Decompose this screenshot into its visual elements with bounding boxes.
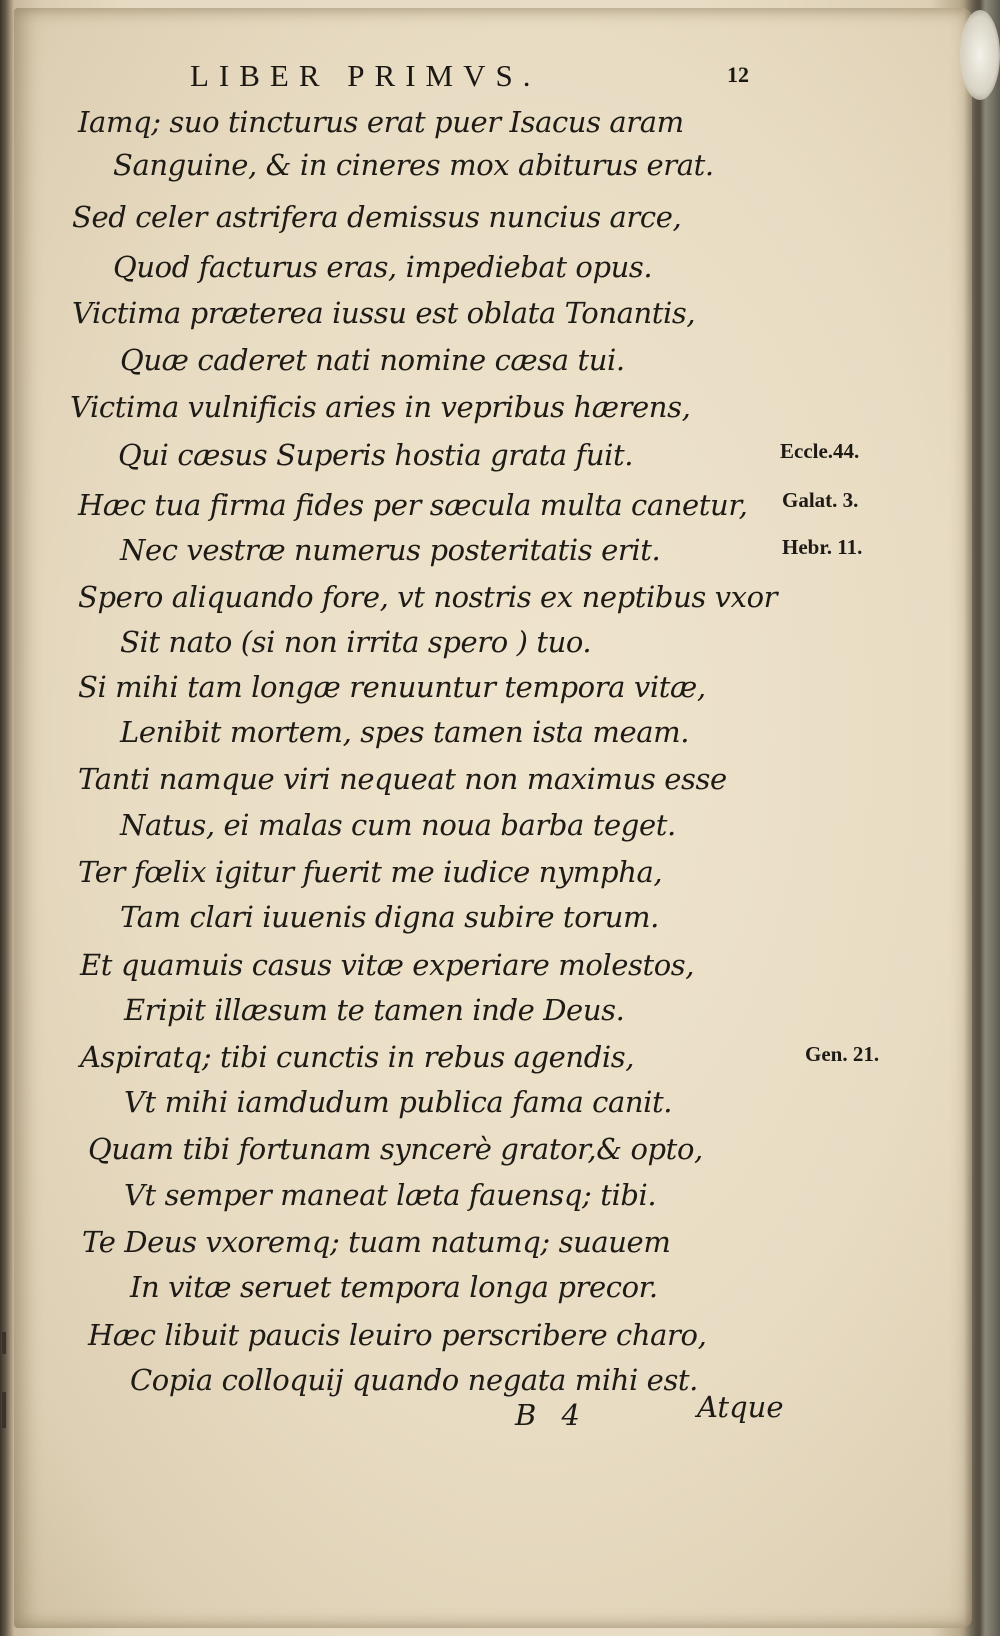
marginal-note-eccle: Eccle.44.: [780, 439, 860, 463]
page-edge-shadow: [964, 0, 1000, 1636]
verse-line-5: Victima præterea iussu est oblata Tonantis,: [72, 296, 696, 330]
verse-line-22: Vt mihi iamdudum publica fama canit.: [124, 1085, 673, 1119]
running-title: LIBER PRIMVS.: [190, 58, 541, 93]
paper-stain: [960, 10, 1000, 100]
verse-line-13: Si mihi tam longæ renuuntur tempora vitæ,: [78, 670, 706, 704]
verse-line-15: Tanti namque viri nequeat non maximus esse: [78, 762, 727, 796]
verse-line-12: Sit nato (si non irrita spero ) tuo.: [120, 625, 592, 659]
verse-line-4: Quod facturus eras, impediebat opus.: [113, 250, 653, 284]
verse-line-23: Quam tibi fortunam syncerè grator,& opto,: [88, 1132, 703, 1166]
verse-line-26: In vitæ seruet tempora longa precor.: [130, 1270, 658, 1304]
margin-ink-mark: [2, 1392, 6, 1428]
verse-line-9: Hæc tua firma fides per sæcula multa canetur,: [78, 488, 748, 522]
verse-line-28: Copia colloquij quando negata mihi est.: [130, 1363, 698, 1397]
verse-line-3: Sed celer astrifera demissus nuncius arce,: [72, 200, 682, 234]
verse-line-27: Hæc libuit paucis leuiro perscribere charo,: [88, 1318, 707, 1352]
verse-line-21: Aspiratq; tibi cunctis in rebus agendis,: [80, 1040, 635, 1074]
verse-line-18: Tam clari iuuenis digna subire torum.: [120, 900, 659, 934]
verse-line-10: Nec vestræ numerus posteritatis erit.: [120, 533, 661, 567]
verse-line-1: Iamq; suo tincturus erat puer Isacus aram: [78, 105, 684, 139]
verse-line-6: Quæ caderet nati nomine cæsa tui.: [120, 343, 625, 377]
verse-line-14: Lenibit mortem, spes tamen ista meam.: [120, 715, 690, 749]
marginal-note-hebr: Hebr. 11.: [782, 535, 863, 559]
verse-line-16: Natus, ei malas cum noua barba teget.: [120, 808, 676, 842]
folio-number: 12: [727, 62, 749, 87]
verse-line-11: Spero aliquando fore, vt nostris ex neptibus vxor: [78, 580, 778, 614]
margin-ink-mark: [2, 1332, 6, 1354]
verse-line-2: Sanguine, & in cineres mox abiturus erat.: [113, 148, 714, 182]
verse-line-19: Et quamuis casus vitæ experiare molestos,: [80, 948, 695, 982]
marginal-note-galat: Galat. 3.: [782, 488, 859, 512]
verse-line-25: Te Deus vxoremq; tuam natumq; suauem: [82, 1225, 671, 1259]
verse-line-17: Ter fœlix igitur fuerit me iudice nympha,: [78, 855, 663, 889]
verse-line-24: Vt semper maneat læta fauensq; tibi.: [124, 1178, 657, 1212]
verse-line-7: Victima vulnificis aries in vepribus hærens,: [70, 390, 691, 424]
signature-mark: B 4: [515, 1398, 588, 1432]
verse-line-8: Qui cæsus Superis hostia grata fuit.: [118, 438, 634, 472]
marginal-note-gen: Gen. 21.: [805, 1042, 880, 1066]
catchword: Atque: [697, 1390, 784, 1424]
verse-line-20: Eripit illæsum te tamen inde Deus.: [124, 993, 625, 1027]
